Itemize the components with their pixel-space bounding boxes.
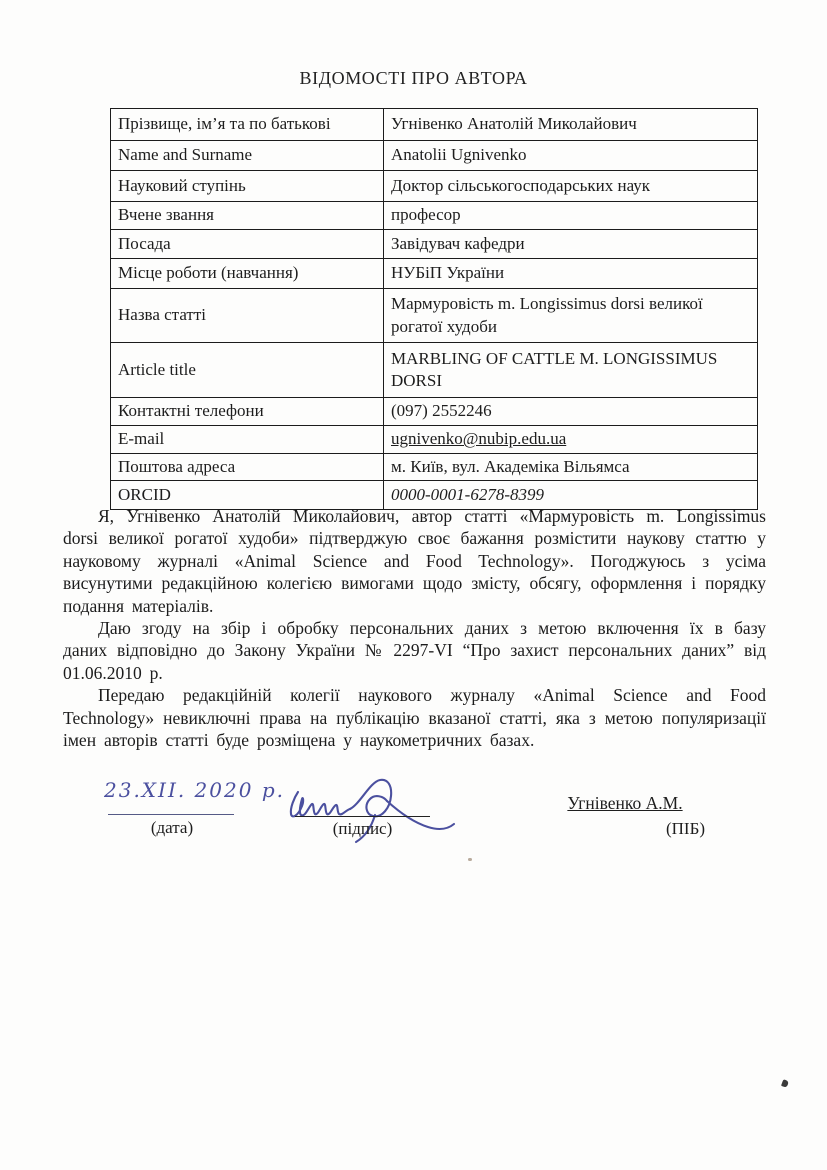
date-caption: (дата) (150, 818, 194, 837)
table-row (111, 259, 758, 289)
row-value: м. Київ, вул. Академіка Вільямса (384, 454, 758, 481)
row-label: Article title (111, 343, 384, 398)
row-value: (097) 2552246 (384, 398, 758, 426)
table-row (111, 202, 758, 230)
scan-speck (781, 1079, 789, 1088)
handwritten-date-text: 23.XII. 2020 р. (104, 778, 285, 802)
author-name: Угнівенко А.М. (567, 793, 683, 813)
page-title: ВІДОМОСТІ ПРО АВТОРА (299, 68, 528, 88)
signature-caption: (підпис) (332, 819, 393, 838)
row-value: Anatolii Ugnivenko (384, 141, 758, 171)
row-value-orcid: 0000-0001-6278-8399 (384, 481, 758, 510)
table-row (111, 289, 758, 343)
row-label: Вчене звання (111, 202, 384, 230)
row-label: Науковий ступінь (111, 171, 384, 202)
name-caption: (ПІБ) (665, 819, 705, 838)
paragraph-rights-transfer: Передаю редакційній колегії наукового журналу «Animal Science and Food Technology» невиключні права на публікацію вказаної статті, яка з метою популяризації імен авторів статті буде розміщена у наукометричних базах. (63, 685, 766, 751)
row-value: Доктор сільськогосподарських наук (384, 171, 758, 202)
signature-underline (295, 816, 430, 817)
row-label: Місце роботи (навчання) (111, 259, 384, 289)
table-row (111, 171, 758, 202)
row-value: Завідувач кафедри (384, 230, 758, 259)
row-label: Name and Surname (111, 141, 384, 171)
paragraph-confirmation: Я, Угнівенко Анатолій Миколайович, автор статті «Мармуровість m. Longissimus dorsi великої рогатої худоби» підтверджую своє бажання розмістити наукову статтю у науковому журналі «Animal Science and Food Technology». Погоджуюсь з усіма висунутими редакційною колегією вимогами щодо змісту, обсягу, оформлення і порядку подання матеріалів. (63, 506, 766, 616)
table-row (111, 109, 758, 141)
table-row (111, 426, 758, 454)
row-value: MARBLING OF CATTLE M. LONGISSIMUS DORSI (384, 343, 758, 398)
row-value: Мармуровість m. Longissimus dorsi великої рогатої худоби (384, 289, 758, 343)
table-row (111, 398, 758, 426)
table-row (111, 454, 758, 481)
row-label: Назва статті (111, 289, 384, 343)
row-label: Прізвище, ім’я та по батькові (111, 109, 384, 141)
row-label: Поштова адреса (111, 454, 384, 481)
row-label: Контактні телефони (111, 398, 384, 426)
author-name-block (545, 793, 705, 814)
consent-paragraphs (63, 505, 766, 751)
row-value-email: ugnivenko@nubip.edu.ua (384, 426, 758, 454)
table-row (111, 343, 758, 398)
table-row (111, 230, 758, 259)
row-label: ORCID (111, 481, 384, 510)
row-label: E-mail (111, 426, 384, 454)
handwritten-date (104, 778, 285, 802)
paragraph-data-consent: Даю згоду на збір і обробку персональних даних з метою включення їх в базу даних відповідно до Закону України № 2297-VI “Про захист персональних даних” від 01.06.2010 р. (63, 618, 766, 683)
row-value: Угнівенко Анатолій Миколайович (384, 109, 758, 141)
scan-speck-small (468, 858, 472, 861)
table-row (111, 141, 758, 171)
author-info-table (110, 108, 758, 510)
row-label: Посада (111, 230, 384, 259)
date-underline (108, 814, 234, 815)
row-value: професор (384, 202, 758, 230)
row-value: НУБіП України (384, 259, 758, 289)
